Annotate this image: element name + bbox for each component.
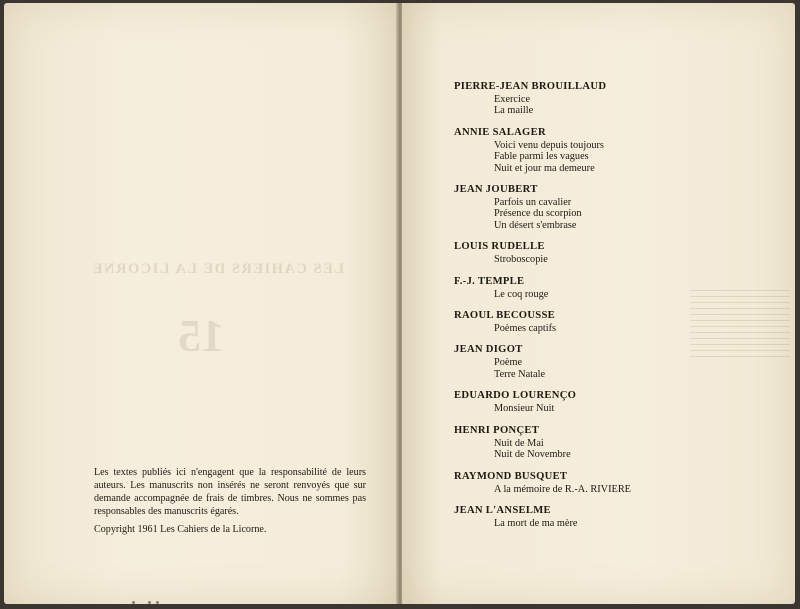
poem-title: Terre Natale — [494, 368, 546, 380]
contents-entry — [454, 424, 774, 461]
poem-title: Poèmes captifs — [494, 323, 557, 335]
table-of-contents — [454, 80, 774, 538]
contents-entry — [454, 504, 774, 529]
poem-title: La mort de ma mère — [494, 517, 578, 529]
poem-title: Un désert s'embrase — [494, 219, 577, 231]
contents-entry — [454, 240, 774, 265]
author-name: RAYMOND BUSQUET — [454, 470, 568, 482]
bleed-through-header: LES CAHIERS DE LA LICORNE — [91, 261, 344, 277]
notice-text: Les textes publiés ici n'engagent que la responsabilité de leurs auteurs. Les manuscrits non insérés ne seront renvoyés que sur demande accompagnée de frais de timbres. Nous ne sommes pas responsables des manuscrits égarés. — [94, 467, 366, 517]
contents-entry — [454, 183, 774, 231]
poem-title: Parfois un cavalier — [494, 197, 572, 209]
poem-titles — [454, 197, 774, 231]
poem-title: Poème — [494, 357, 523, 369]
poem-titles — [454, 323, 774, 334]
paper-specks — [124, 601, 184, 605]
poem-title: Nuit de Novembre — [494, 449, 571, 461]
author-name: JEAN DIGOT — [454, 344, 523, 356]
poem-titles — [454, 518, 774, 529]
author-name: LOUIS RUDELLE — [454, 241, 545, 253]
poem-titles — [454, 289, 774, 300]
poem-titles — [454, 140, 774, 174]
poem-title: Présence du scorpion — [494, 208, 582, 220]
poem-title: Stroboscopie — [494, 254, 548, 266]
author-name: PIERRE-JEAN BROUILLAUD — [454, 81, 607, 92]
poem-title: Nuit de Mai — [494, 437, 544, 449]
author-name: ANNIE SALAGER — [454, 126, 546, 138]
poem-titles — [454, 438, 774, 461]
author-name: RAOUL BECOUSSE — [454, 310, 556, 322]
poem-titles — [454, 94, 774, 117]
author-name: JEAN JOUBERT — [454, 184, 538, 196]
poem-title: Exercice — [494, 94, 531, 105]
poem-title: Voici venu depuis toujours — [494, 139, 604, 151]
poem-title: La maille — [494, 105, 534, 117]
poem-title: Nuit et jour ma demeure — [494, 162, 595, 174]
author-name: EDUARDO LOURENÇO — [454, 390, 577, 402]
left-page — [4, 3, 398, 604]
contents-entry — [454, 389, 774, 414]
poem-titles — [454, 254, 774, 265]
poem-title: Le coq rouge — [494, 288, 549, 300]
poem-title: Monsieur Nuit — [494, 403, 555, 415]
poem-titles — [454, 403, 774, 414]
contents-entry — [454, 309, 774, 334]
poem-titles — [454, 484, 774, 495]
contents-entry — [454, 80, 774, 117]
author-name: HENRI PONÇET — [454, 424, 540, 436]
contents-entry — [454, 470, 774, 495]
contents-entry — [454, 343, 774, 380]
bleed-through-number: 15 — [178, 310, 224, 361]
contents-entry — [454, 126, 774, 174]
author-name: F.-J. TEMPLE — [454, 275, 525, 287]
copyright-line: Copyright 1961 Les Cahiers de la Licorne. — [94, 524, 267, 535]
poem-title: Fable parmi les vagues — [494, 151, 589, 163]
publisher-notice — [94, 466, 366, 532]
contents-entry — [454, 275, 774, 300]
poem-titles — [454, 357, 774, 380]
poem-title: A la mémoire de R.-A. RIVIERE — [494, 483, 631, 495]
author-name: JEAN L'ANSELME — [454, 504, 551, 516]
